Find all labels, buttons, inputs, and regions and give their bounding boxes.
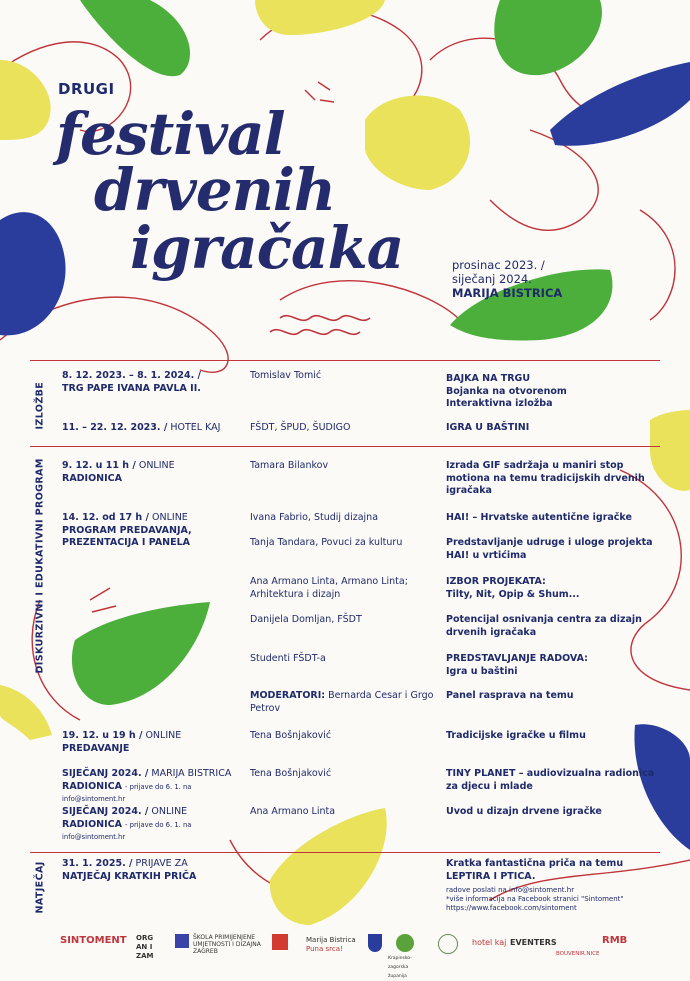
date-line-2: siječanj 2024. xyxy=(452,272,532,286)
location: MARIJA BISTRICA xyxy=(452,286,563,300)
marija-logo: Marija Bistrica Puna srca! xyxy=(306,936,356,953)
event-title: BAJKA NA TRGU Bojanka na otvorenom Interaktivna izložba xyxy=(446,373,567,409)
section-program: DISKURZIVNI I EDUKATIVNI PROGRAM xyxy=(34,458,46,674)
event-date: 8. 12. 2023. – 8. 1. 2024. / TRG PAPE IVANA PAVLA II. xyxy=(62,370,201,394)
event-date: SIJEČANJ 2024. / MARIJA BISTRICA RADIONICA - prijave do 6. 1. na info@sintoment.hr xyxy=(62,768,232,803)
info-facebook: *više informacija na Facebook stranici "Sintoment" xyxy=(446,895,624,903)
event-title: TINY PLANET – audiovizualna radionica za djecu i mlade xyxy=(446,768,655,792)
event-title: PREDSTAVLJANJE RADOVA: Igra u baštini xyxy=(446,653,588,677)
event-date: 11. – 22. 12. 2023. / HOTEL KAJ xyxy=(62,422,221,433)
eventers-logo: EVENTERS xyxy=(510,938,557,947)
organizam-logo: ORG AN I ZAM xyxy=(136,934,154,960)
title-line-1: festival xyxy=(56,100,285,168)
event-title: IZBOR PROJEKATA: Tilty, Nit, Opip & Shum... xyxy=(446,576,580,600)
event-title: Izrada GIF sadržaja u maniri stop motiona na temu tradicijskih drvenih igračaka xyxy=(446,460,645,496)
event-title: Tradicijske igračke u filmu xyxy=(446,730,586,741)
hotel-kaj-logo: hotel kaj xyxy=(472,938,507,947)
title-line-2: drvenih xyxy=(94,156,336,224)
event-date: 9. 12. u 11 h / ONLINE RADIONICA xyxy=(62,460,175,484)
zupanija-icon xyxy=(396,934,414,952)
event-person: Tomislav Tomić xyxy=(250,370,322,381)
event-title: Predstavljanje udruge i uloge projekta HAI! u vrtićima xyxy=(446,537,653,561)
divider xyxy=(30,360,660,361)
event-date: 31. 1. 2025. / PRIJAVE ZA NATJEČAJ KRATKIH PRIČA xyxy=(62,858,197,882)
seal-icon xyxy=(438,934,458,954)
event-person: Tamara Bilankov xyxy=(250,460,329,471)
event-person: Studenti FŠDT-a xyxy=(250,653,326,664)
divider xyxy=(30,446,660,447)
bouvenir-logo: BOUVENIR.NICE xyxy=(556,951,600,957)
event-person: MODERATORI: Bernarda Cesar i Grgo Petrov xyxy=(250,690,434,714)
section-natjecaj: NATJEČAJ xyxy=(34,861,46,914)
event-title: IGRA U BAŠTINI xyxy=(446,422,530,433)
event-date: 14. 12. od 17 h / ONLINE PROGRAM PREDAVANJA, PREZENTACIJA I PANELA xyxy=(62,512,192,548)
skola-logo: ŠKOLA PRIMIJENJENE UMJETNOSTI I DIZAJNA ZAGREB xyxy=(193,934,261,955)
event-title: Potencijal osnivanja centra za dizajn drvenih igračaka xyxy=(446,614,642,638)
event-title: Kratka fantastična priča na temu LEPTIRA I PTICA. radove poslati na info@sintoment.hr *više informacija na Facebook stranici "Sintoment" https://www.facebook.com/sintoment xyxy=(446,858,656,913)
title-line-3: igračaka xyxy=(130,214,404,282)
event-title: Uvod u dizajn drvene igračke xyxy=(446,806,602,817)
red-grid-icon xyxy=(272,934,288,950)
event-title: Panel rasprava na temu xyxy=(446,690,574,701)
info-email: radove poslati na info@sintoment.hr xyxy=(446,886,575,894)
event-person: Tena Bošnjaković xyxy=(250,768,332,779)
event-person: Ivana Fabrio, Studij dizajna xyxy=(250,512,379,523)
coat-of-arms-icon xyxy=(368,934,382,952)
sintoment-logo: SINTOMENT xyxy=(60,935,127,946)
sponsor-logos xyxy=(60,932,640,979)
rmb-logo: RMB xyxy=(602,935,628,946)
skola-icon xyxy=(175,934,189,948)
section-izlozbe: IZLOŽBE xyxy=(34,381,46,430)
info-link: https://www.facebook.com/sintoment xyxy=(446,904,577,912)
divider xyxy=(30,852,660,853)
zupanija-logo: Krapinsko-zagorska županija xyxy=(388,956,412,979)
event-person: Danijela Domljan, FŠDT xyxy=(250,614,362,625)
date-line-1: prosinac 2023. / xyxy=(452,258,545,272)
event-person: FŠDT, ŠPUD, ŠUDIGO xyxy=(250,422,351,433)
event-title: HAI! – Hrvatske autentične igračke xyxy=(446,512,632,523)
pre-title: DRUGI xyxy=(58,80,115,98)
event-person: Ana Armano Linta xyxy=(250,806,336,817)
festival-dates xyxy=(452,258,562,300)
event-date: 19. 12. u 19 h / ONLINE PREDAVANJE xyxy=(62,730,182,754)
event-date: SIJEČANJ 2024. / ONLINE RADIONICA - prijave do 6. 1. na info@sintoment.hr xyxy=(62,806,192,841)
event-person: Tanja Tandara, Povuci za kulturu xyxy=(250,537,403,548)
event-person: Ana Armano Linta, Armano Linta; Arhitektura i dizajn xyxy=(250,576,408,600)
event-person: Tena Bošnjaković xyxy=(250,730,332,741)
